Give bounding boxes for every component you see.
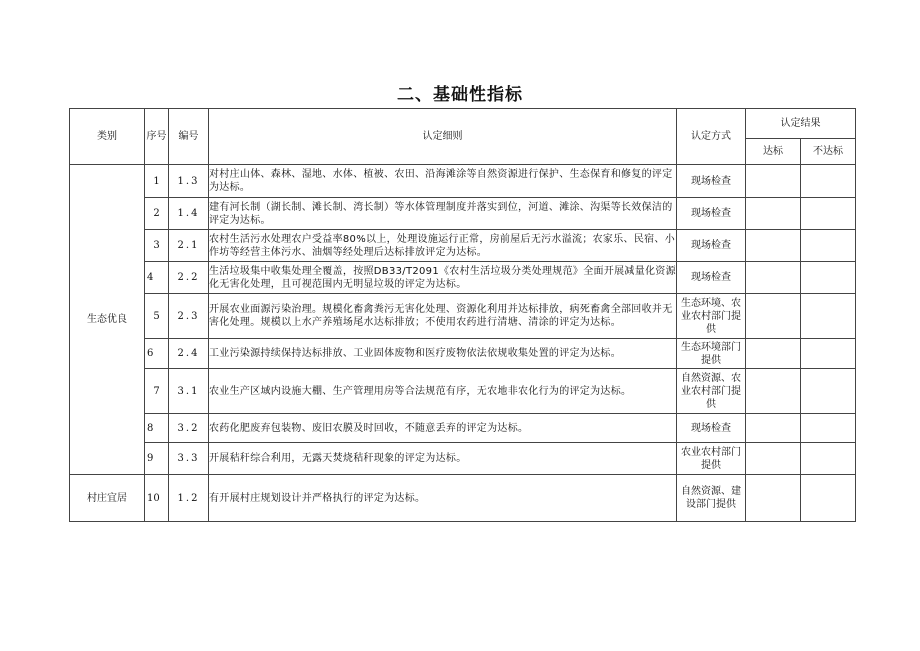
- row-seq: 2: [145, 198, 169, 230]
- row-fail-cell[interactable]: [801, 165, 856, 198]
- row-fail-cell[interactable]: [801, 294, 856, 339]
- row-method: 生态环境、农业农村部门提供: [677, 294, 746, 339]
- row-seq: 3: [145, 230, 169, 262]
- row-code: 3.3: [169, 443, 209, 475]
- header-fail: 不达标: [801, 139, 856, 165]
- row-method: 自然资源、农业农村部门提供: [677, 369, 746, 414]
- header-category: 类别: [70, 109, 145, 165]
- row-fail-cell[interactable]: [801, 230, 856, 262]
- row-seq: 5: [145, 294, 169, 339]
- page-title: 二、基础性指标: [397, 85, 523, 105]
- row-method: 现场检查: [677, 262, 746, 294]
- row-method: 现场检查: [677, 414, 746, 443]
- row-detail: 开展秸秆综合利用，无露天焚烧秸秆现象的评定为达标。: [209, 443, 677, 475]
- row-detail: 对村庄山体、森林、湿地、水体、植被、农田、沿海滩涂等自然资源进行保护、生态保育和修复的评定为达标。: [209, 165, 677, 198]
- indicator-table: [69, 108, 856, 522]
- row-fail-cell[interactable]: [801, 414, 856, 443]
- row-fail-cell[interactable]: [801, 339, 856, 369]
- row-method: 生态环境部门提供: [677, 339, 746, 369]
- row-pass-cell[interactable]: [746, 414, 801, 443]
- row-seq: 9: [145, 443, 169, 475]
- row-code: 3.2: [169, 414, 209, 443]
- table-row: [70, 262, 856, 294]
- row-fail-cell[interactable]: [801, 262, 856, 294]
- row-seq: 8: [145, 414, 169, 443]
- row-method: 现场检查: [677, 198, 746, 230]
- row-code: 1.4: [169, 198, 209, 230]
- row-pass-cell[interactable]: [746, 262, 801, 294]
- row-detail: 有开展村庄规划设计并严格执行的评定为达标。: [209, 475, 677, 522]
- header-detail: 认定细则: [209, 109, 677, 165]
- header-code: 编号: [169, 109, 209, 165]
- row-seq: 1: [145, 165, 169, 198]
- table-row: [70, 414, 856, 443]
- table-row: [70, 475, 856, 522]
- row-detail: 农药化肥废弃包装物、废旧农膜及时回收，不随意丢弃的评定为达标。: [209, 414, 677, 443]
- row-seq: 6: [145, 339, 169, 369]
- row-code: 2.2: [169, 262, 209, 294]
- row-detail: 农业生产区域内设施大棚、生产管理用房等合法规范有序，无农地非农化行为的评定为达标。: [209, 369, 677, 414]
- row-code: 1.3: [169, 165, 209, 198]
- header-seq: 序号: [145, 109, 169, 165]
- row-code: 3.1: [169, 369, 209, 414]
- row-method: 现场检查: [677, 230, 746, 262]
- row-pass-cell[interactable]: [746, 165, 801, 198]
- row-pass-cell[interactable]: [746, 475, 801, 522]
- row-seq: 7: [145, 369, 169, 414]
- row-detail: 建有河长制（湖长制、滩长制、湾长制）等水体管理制度并落实到位，河道、滩涂、沟渠等长效保洁的评定为达标。: [209, 198, 677, 230]
- row-method: 现场检查: [677, 165, 746, 198]
- table-row: [70, 443, 856, 475]
- row-method: 自然资源、建设部门提供: [677, 475, 746, 522]
- row-pass-cell[interactable]: [746, 443, 801, 475]
- row-pass-cell[interactable]: [746, 198, 801, 230]
- row-code: 1.2: [169, 475, 209, 522]
- table-row: [70, 165, 856, 198]
- row-code: 2.3: [169, 294, 209, 339]
- row-seq: 4: [145, 262, 169, 294]
- table-row: [70, 339, 856, 369]
- row-detail: 工业污染源持续保持达标排放、工业固体废物和医疗废物依法依规收集处置的评定为达标。: [209, 339, 677, 369]
- row-fail-cell[interactable]: [801, 475, 856, 522]
- row-method: 农业农村部门提供: [677, 443, 746, 475]
- table-row: [70, 369, 856, 414]
- table-row: [70, 230, 856, 262]
- row-pass-cell[interactable]: [746, 339, 801, 369]
- table-row: [70, 294, 856, 339]
- row-seq: 10: [145, 475, 169, 522]
- row-detail: 生活垃圾集中收集处理全覆盖，按照DB33/T2091《农村生活垃圾分类处理规范》全面开展减量化资源化无害化处理，且可视范围内无明显垃圾的评定为达标。: [209, 262, 677, 294]
- table-row: [70, 198, 856, 230]
- category-ecology: 生态优良: [70, 165, 145, 475]
- row-code: 2.1: [169, 230, 209, 262]
- row-detail: 开展农业面源污染治理。规模化畜禽粪污无害化处理、资源化利用并达标排放，病死畜禽全部回收并无害化处理。规模以上水产养殖场尾水达标排放；不使用农药进行清塘、清涂的评定为达标。: [209, 294, 677, 339]
- header-method: 认定方式: [677, 109, 746, 165]
- category-village: 村庄宜居: [70, 475, 145, 522]
- row-pass-cell[interactable]: [746, 294, 801, 339]
- row-pass-cell[interactable]: [746, 369, 801, 414]
- header-result: 认定结果: [746, 109, 856, 139]
- row-detail: 农村生活污水处理农户受益率80%以上，处理设施运行正常，房前屋后无污水溢流；农家乐、民宿、小作坊等经营主体污水、油烟等经处理后达标排放评定为达标。: [209, 230, 677, 262]
- header-pass: 达标: [746, 139, 801, 165]
- row-fail-cell[interactable]: [801, 198, 856, 230]
- row-fail-cell[interactable]: [801, 443, 856, 475]
- row-fail-cell[interactable]: [801, 369, 856, 414]
- row-code: 2.4: [169, 339, 209, 369]
- row-pass-cell[interactable]: [746, 230, 801, 262]
